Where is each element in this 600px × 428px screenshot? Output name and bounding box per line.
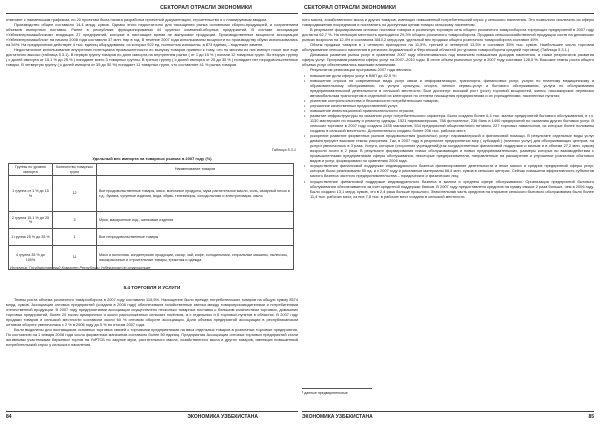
- table-row: [9, 212, 294, 229]
- list-item: • ускорение развитие фирменных рынков продовольствия (рыночных) услуг: парикмахерской и финансовой помощи. В результате отдельные виды услуг демонстрируют высокие темпы ускорения. Так, в 2007 году в результате предпринятых мер ( субсидий ) (платных услуг) для обслуживающих центров, на услуги увеличилось в 3 раза. Услуги, которые (сторонних учреждений)(так государственных финансовой поддержке и малым и в объеме 27,2 млн. сумов) возросли почти в 2 раза. В результате формирования новых обслуживающих и новых предпринимательских, размеры которых во взаимодействии с промышленными предприятиями сферы обслуживания, некоторые предприниматели, направленные на расширение и улучшение розничных сбытовых видов и услуг, формировали по сравнению 2006 года.: [310, 133, 594, 163]
- results-list: [302, 73, 594, 199]
- left-page: [6, 0, 298, 428]
- page-number: 84: [6, 414, 12, 420]
- count-cell: 1: [53, 229, 97, 246]
- list-item: • осуществление финансовой поддержке индивидуального бизнеса в малом и среднем сфере обслуживания. Организация предприятий бытового обслуживания обеспечивается за счет кредитной поддержки банков. В 2007 году предоставлено кредитов на сумму свыше 2 раза больше, чем в 2006 году. Было создано 13,1 млрд. сумов, что в 2,4 раза больше прошлого. Значительная часть кредитов на открытие сельского бытового обслуживания было более 11,4 тыс. рабочих мест, из них 7,8 тыс. в рабочих мест создано в сельской местности.: [310, 179, 594, 199]
- footnote: ¹ данные предварительные: [302, 391, 348, 395]
- list-item: • улучшение качественных предоставлений услуг;: [310, 103, 594, 108]
- table-row: [9, 229, 294, 246]
- footer-title: ЭКОНОМИКА УЗБЕКИСТАНА: [302, 414, 373, 420]
- list-intro: Результатом реализации программы 2007 года явились:: [310, 67, 413, 73]
- table-title: Удельный вес импорта на товарных рынках в 2007 году (%): [92, 156, 212, 161]
- column-header: Наименование товаров: [97, 164, 294, 176]
- group-cell: 2 группа 15,1 % до 25 %: [9, 212, 53, 229]
- paragraph: Недостаточное использование внутренних потенциала промышленности по выпуску товаров привело к тому, что по многим из них импорт носит все еще достаточно высоко (таблица 5.3.1). В первую группу товаров по доле импорта на внутреннем рынке ( от 1 до 15 % ) попали 12 товарных групп. Во вторую группу ( с долей импорта от 15,1 % до 25 % ) попадают всего 3 товарных группы. В третью группу ( с долей импорта от 25 до 35 % ) попадает нет неродовольственные товары. В четвертую группу ( с долей импорта от 35 до 50 %) попадает 11 товарных групп, что составляет 41 % рынка товаров: [6, 47, 298, 68]
- list-item: • повышение доли сферы услуг в ВВП до 42,5 %;: [310, 73, 594, 78]
- table-caption: Таблица 5.3.1: [271, 148, 296, 152]
- paragraph: Были выделены для поставщиков основных торговых связей с торговыми предприятиями на ввоз отдельных товаров в розничные торговые предприятия. По состоянию на 1 января 2008 года число фирменных магазинов составило более 50 единиц. Предприятия Ассоциации оптовых торговых предприятий стали активными участниками биржевых торгов на УзРТСБ по закупке муки, растительного масла, хозяйственного мыла и других товаров, имеющих повышенный потребительский спрос у сельского населения.: [6, 327, 298, 348]
- group-cell: 4 группа 35 % до 100%: [9, 246, 53, 270]
- table-row: [9, 176, 294, 212]
- list-item: • усиление контроля качества и безопасности потребительских товаров;: [310, 98, 594, 103]
- count-cell: 12: [53, 176, 97, 212]
- right-text: [302, 17, 594, 199]
- count-cell: 11: [53, 246, 97, 270]
- paragraph: Динамика развития рынка услуг в сравнении 2007 году обеспечивалось под влиянием повышения доходов населения, а также результатов развития сферы услуг. Программа развития сферы услуг на 2007–2010 годы. В итоге объем рыночных услуг в 2007 году составил 126,5 %. Высокие темпы роста общего объема услуг обеспечивались важными влияниями.: [302, 52, 594, 68]
- paragraph: Объем продажи товаров в 1 четверти приходится на 11,5%, третьей и четвертой 13,5% и составил 35% тыс. сумов. Наибольшее число торговли обслуживание сельского населения в регионах Андижанской и Ферганской областей (по уровню товарооборота средней торговли) (Таблица 5.3.1.): [302, 42, 594, 53]
- column-header: Группы по уровню импорта: [9, 164, 53, 176]
- list-item: • повышение спроса на современные виды услуг связи и информатизации, транспорта, финансовых услуг, услуги по платному медицинскому и образовательному обслуживанию, на услуги культуры, спорта, личных сервис-услуг и бытового обслуживания, услуги по обслуживанию предпринимательской деятельности в сельской местности. Был достигнут высокий рост (рост) торговой мощностей, жилья, пассажирских перевозок автомобильным транспортом в отдельной их категориях по степени насыщения предприятиями и их учреждениями, населенных пунктах;: [310, 78, 594, 98]
- running-head-right: СЕКТОРАЛ ОТРАСЛИ ЭКОНОМИКИ: [304, 5, 396, 11]
- list-item: • повышение инвестиционной привлекательности отрасли;: [310, 108, 594, 113]
- paragraph: Темпы роста объема розничного товарооборота в 2007 году составили 115,5%. Насыщение было прежде потребительских товаров на общую сумму 8574 млрд. сумов. Ассоциация оптовых предприятий (создана в 2008 году) обеспечивала хозяйственные звенья между товаропроизводителями и потребителями отечественной продукции. В 2007 году предприятиями ассоциации осуществлено несколько товарных поставок с большим количеством торговых, домашних торговых предприятий, более 20 тысяч ярмарочных и около расположенных сельских посёлков, а с отдельных и 6 торговых-пунктов в областях. В 2007 году продажи товаров и сельской местности составили около 60 % оптовом обороте ассоциации. Доля объема предприятий ассоциации в республиканском оптовом обороте увеличилась с 2 % в 2006 году до 5 % по итогам 2007 года.: [6, 297, 298, 328]
- table-source-note: Источник: Государственный Комитет Республики Узбекистан по статистике: [10, 266, 151, 270]
- paragraph: отвечают с наименьшим графиком, по 20 проектам была начата разработка проектной документации, строительство и с планируемым вводом.: [6, 17, 267, 22]
- import-share-table: [8, 163, 294, 270]
- section-title: 5.4 ТОРГОВЛЯ И УСЛУГИ: [123, 285, 181, 290]
- group-cell: 1 группа от 1 % до 15 %: [9, 176, 53, 212]
- left-top-text: [6, 17, 298, 67]
- goods-cell: Мясо и молочная, кондитерские продукции, сахар, чай, кофе, холодильники, стиральные машины, пылесосы, лакокрасочные и строительные товары, трикотаж и одежда: [97, 246, 294, 270]
- count-cell: 3: [53, 212, 97, 229]
- table-header-row: [9, 164, 294, 176]
- goods-cell: Мука, макаронные изд., шелковые изделия: [97, 212, 294, 229]
- paragraph: ного масла, хозяйственного мыла и других товаров, имеющих повышенный потребительский спрос у сельского населения. Это позволило исключить из сферы товародвижения посредников и поставлять по доступным ценам товары сельскому населению.: [302, 17, 594, 28]
- group-cell: 3 группа 25 % до 35 %: [9, 229, 53, 246]
- right-page: [302, 0, 594, 428]
- column-header: Количество товарных групп: [53, 164, 97, 176]
- footer-rule: [6, 411, 298, 412]
- left-bottom-text: [6, 297, 298, 347]
- goods-cell: Все продовольственные товары, мясо, молочные продукты, мука растительное масло, соль, сахарный песок и т.д., бумага, чугунные изделия, вода, обувь, телевизоры, холодильники и электротовары. мыло: [97, 176, 294, 212]
- running-head-left: СЕКТОРАЛ ОТРАСЛИ ЭКОНОМИКИ: [160, 5, 252, 11]
- paragraph: Производство общее составило 14,4 млрд. сумов. Однако этого недостаточно для насыщения рынка основными сборно-продукцией, и сохранением объемов импортных поставок. Ранее в республике функционирования 44 крупных компаний-оборных предприятий. В составе ассоциации «Узбекэнергомашблоком» входящих 27 предприятий, которые в настоящее время не выпускают продукции. Производственные мощности ассоциации «Узбекэнергомашблок» на начало 2008 года составили 37 млн. пар в год. В течение 2007 года использованы мощности по производству обуви использовались на 54%. На предприятиях действует 4 тыс. единиц оборудования, из которых 922 ед. полностью изношены, а 873 единиц – подлежат замене.: [6, 22, 298, 48]
- footer-rule: [302, 411, 594, 412]
- footnote-rule: [302, 388, 372, 389]
- goods-cell: Все непродовольственные товары: [97, 229, 294, 246]
- footer-title: ЭКОНОМИКА УЗБЕКИСТАНА: [187, 414, 258, 420]
- header-rule: [6, 13, 298, 14]
- header-rule: [302, 13, 594, 14]
- list-item: • осуществление финансовой поддержке индивидуального бизнеса финансирование деятельности и иных малых и средних предприятий сферы услуг, которые были реализованы 50 ед. и с 2007 году и рекламные материалы 68,4 млн. сумов в сельских центрах. Сейчас повышена эффективность субъектов малого бизнеса частного предпринимательства – юридических и физических лиц;: [310, 163, 594, 178]
- paragraph: В результате формирования оптовых поставок товаров в розничную торговую сеть общего розничного товарооборота торгующих предприятий в 2007 году достигла 62,7 %. На сельскую местность приходится 29,3% общего розничного товарооборота. Продажа сельскохозяйственной продукции соотв на дехканских рынках возросла на 12,4% и составила 3810,2 млрд.сум, удельный вес продажи общего розничного товарооборота составил 49%.: [302, 27, 594, 43]
- list-item: • развитие инфраструктуры по оказанию услуг потребительского характера. Было создано более 6,4 тыс. малых предприятий бытового обслуживания, в т.ч. 1130 мастерских по пошиву и ремонту одежды, 1521 парикмахерская, 788 фотоателье, 236 бань и 1490 предприятий по оказанию других бытовых услуг. В сельских торговле в 2007 году создано 2455 магазинов, 534 предприятий общественного питания, 227 торговых павильонов, из которых более половины созданы в сельской местности. Дополнительно создано более 206 тыс. рабочих мест;: [310, 113, 594, 133]
- page-number: 85: [588, 414, 594, 420]
